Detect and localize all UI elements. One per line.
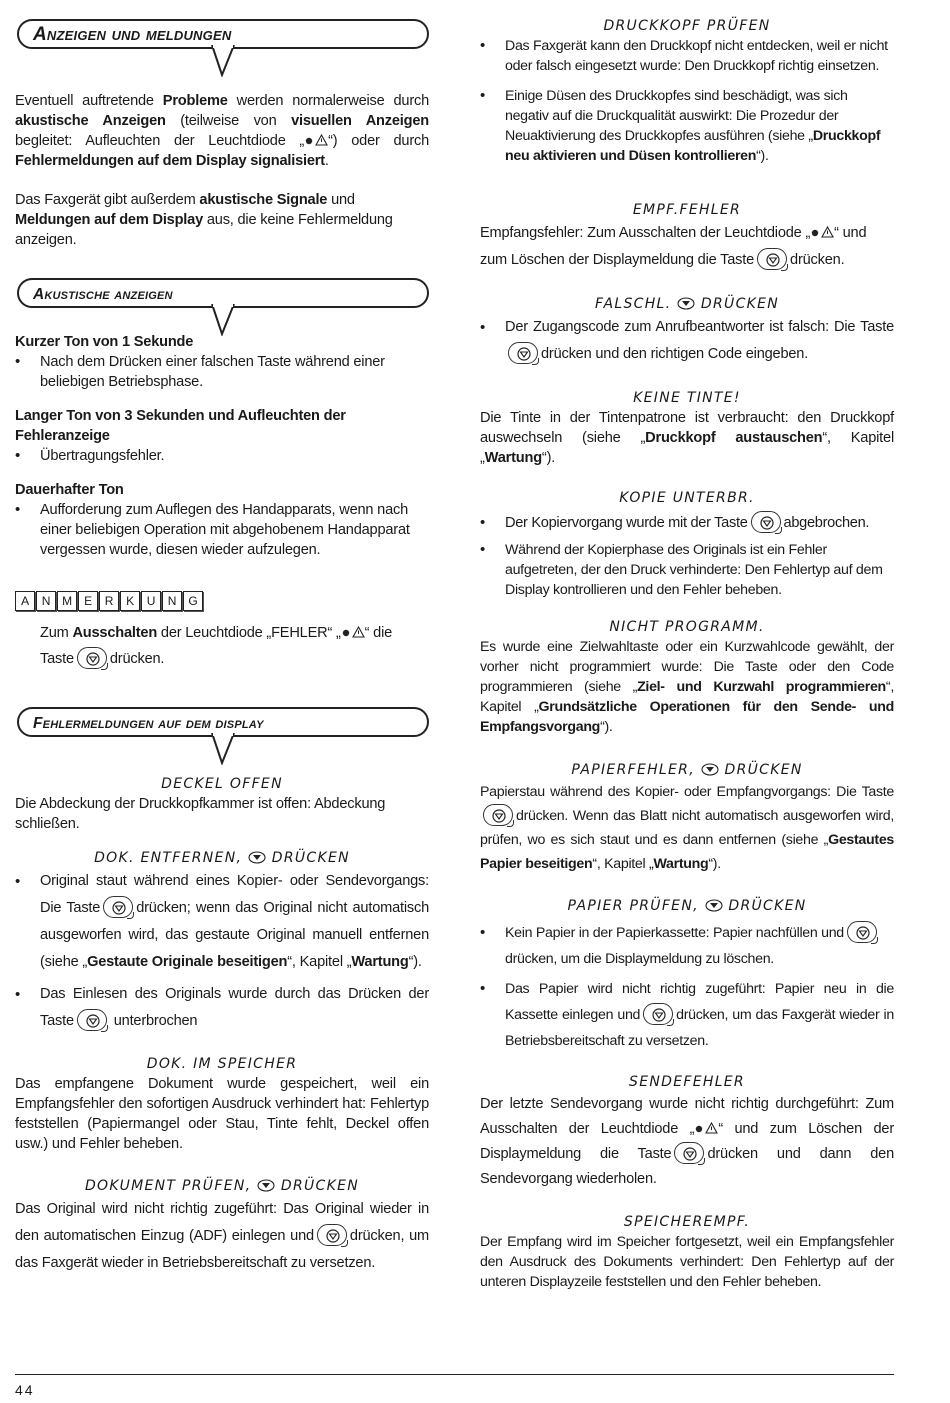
right-column — [480, 0, 894, 1292]
note-text: Zum Ausschalten der Leuchtdiode „FEHLER“ „ “ die Taste drücken. — [40, 625, 393, 667]
led-error-icon — [694, 1121, 718, 1135]
speicherempf-text: Der Empfang wird im Speicher fortgesetzt, weil ein Empfangsfehler den Ausdruck des Dokuments verhindert: Den Fehlertyp auf der unteren Displayzeile feststellen und den Fehler beheben. — [480, 1234, 894, 1290]
footer-divider — [15, 1374, 894, 1375]
list-item: • Das Papier wird nicht richtig zugeführt: Papier neu in die Kassette einlegen und drücken, um das Faxgerät wieder in Betriebsbereitschaft zu versetzen. — [480, 976, 894, 1054]
led-error-icon — [341, 625, 365, 639]
stop-symbol-icon — [677, 297, 695, 310]
stop-key-icon — [508, 342, 538, 364]
display-message-heading: KEINE TINTE! — [633, 390, 741, 406]
stop-key-icon — [643, 1003, 673, 1025]
stop-key-icon — [317, 1224, 347, 1246]
left-column — [15, 0, 429, 1277]
speech-tail-icon — [211, 304, 235, 336]
list-item: • Original staut während eines Kopier- oder Sendevorgangs: Die Taste drücken; wenn das Original nicht automatisch ausgeworfen wird, das gestaute Original manuell entfernen (siehe „Gestaute Originale beseitigen“, Kapitel „Wartung“). — [15, 868, 429, 976]
intro-paragraph: Eventuell auftretende Probleme werden normalerweise durch akustische Anzeigen (teilweise von visuellen Anzeigen begleitet: Aufleuchten der Leuchtdiode „ “) oder durch Fehlermeldungen auf dem Display signalisiert. — [15, 93, 430, 169]
note-label: A N M E R K U N G — [15, 591, 429, 611]
stop-key-icon — [77, 1009, 107, 1031]
stop-key-icon — [483, 804, 513, 826]
display-message-heading: PAPIERFEHLER, DRÜCKEN — [571, 762, 803, 778]
display-message-heading: DOK. IM SPEICHER — [146, 1056, 298, 1072]
speicher-text: Das empfangene Dokument wurde gespeichert, weil ein Empfangsfehler den sofortigen Ausdruck verhindert hat: Fehlertyp feststellen (Papiermangel oder Stau, Tinte fehlt, Deckel offen usw.) und Fehler beheben. — [15, 1076, 429, 1152]
continuous-tone-heading: Dauerhafter Ton — [15, 482, 124, 498]
list-item: • Der Zugangscode zum Anrufbeantworter ist falsch: Die Taste drücken und den richtigen Code eingeben. — [480, 314, 894, 368]
list-item: • Der Kopiervorgang wurde mit der Taste abgebrochen. — [480, 508, 894, 538]
long-tone-heading: Langer Ton von 3 Sekunden und Aufleuchten der Fehleranzeige — [15, 408, 346, 444]
display-message-heading: EMPF.FEHLER — [632, 202, 742, 218]
list-item: • Einige Düsen des Druckkopfes sind beschädigt, was sich negativ auf die Druckqualität auswirkt: Die Prozedur der Neuaktivierung des Druckkopfes ausführen (siehe „Druckkopf neu aktivieren und Düsen kontrollieren“). — [480, 86, 894, 166]
acoustic-signals-paragraph: Das Faxgerät gibt außerdem akustische Signale und Meldungen auf dem Display aus, die keine Fehlermeldung anzeigen. — [15, 192, 393, 248]
display-message-heading: PAPIER PRÜFEN, DRÜCKEN — [567, 898, 807, 914]
stop-key-icon — [751, 511, 781, 533]
speech-tail-icon — [211, 45, 235, 77]
page-number: 44 — [15, 1382, 35, 1398]
display-message-heading: KOPIE UNTERBR. — [619, 490, 755, 506]
section-header-anzeigen — [15, 19, 429, 75]
papierf-text: Papierstau während des Kopier- oder Empfangvorgangs: Die Taste drücken. Wenn das Blatt nicht automatisch ausgeworfen wird, prüfen, wo es sich staut und es dann entfernen (siehe „Gestautes Papier beseitigen“, Kapitel „Wartung“). — [480, 784, 894, 872]
list-item: • Das Einlesen des Originals wurde durch das Drücken der Taste unterbrochen — [15, 981, 429, 1035]
stop-symbol-icon — [257, 1179, 275, 1192]
display-message-heading: DOK. ENTFERNEN, DRÜCKEN — [94, 850, 350, 866]
list-item: • Während der Kopierphase des Originals ist ein Fehler aufgetreten, der den Druck verhinderte: Den Fehlertyp auf dem Display kontrollieren und den Fehler beheben. — [480, 540, 894, 600]
stop-symbol-icon — [248, 851, 266, 864]
speech-tail-icon — [211, 733, 235, 765]
section-header-akustische — [15, 278, 429, 334]
stop-symbol-icon — [705, 899, 723, 912]
section-title: Anzeigen und meldungen — [33, 24, 232, 45]
tinte-text: Die Tinte in der Tintenpatrone ist verbraucht: den Druckkopf auswechseln (siehe „Druckkopf austauschen“, Kapitel „Wartung“). — [480, 410, 894, 466]
stop-symbol-icon — [701, 763, 719, 776]
display-message-heading: FALSCHL. DRÜCKEN — [594, 296, 780, 312]
stop-key-icon — [77, 647, 107, 669]
short-tone-heading: Kurzer Ton von 1 Sekunde — [15, 334, 194, 350]
deckel-text: Die Abdeckung der Druckkopfkammer ist offen: Abdeckung schließen. — [15, 796, 386, 832]
display-message-heading: SPEICHEREMPF. — [623, 1214, 751, 1230]
list-item: • Kein Papier in der Papierkassette: Papier nachfüllen und drücken, um die Displaymeldung zu löschen. — [480, 920, 894, 972]
list-item: • Aufforderung zum Auflegen des Handapparats, wenn nach einer beliebigen Operation mit abgehobenem Handapparat vergessen wurde, diesen wieder aufzulegen. — [15, 500, 429, 560]
list-item: • Nach dem Drücken einer falschen Taste während einer beliebigen Betriebsphase. — [15, 352, 429, 392]
led-error-icon — [810, 225, 834, 239]
section-title: Fehlermeldungen auf dem display — [33, 715, 264, 732]
list-item: • Übertragungsfehler. — [15, 446, 429, 466]
led-error-icon — [304, 133, 328, 147]
section-header-fehlermeldungen — [15, 707, 429, 763]
display-message-heading: DOKUMENT PRÜFEN, DRÜCKEN — [84, 1178, 360, 1194]
empf-text: Empfangsfehler: Zum Ausschalten der Leuchtdiode „ “ und zum Löschen der Displaymeldung die Taste drücken. — [480, 225, 867, 268]
stop-key-icon — [847, 921, 877, 943]
sende-text: Der letzte Sendevorgang wurde nicht richtig durchgeführt: Zum Ausschalten der Leuchtdiode „ “ und zum Löschen der Displaymeldung die Taste drücken und dann den Sendevorgang wiederholen. — [480, 1096, 895, 1187]
section-title: Akustische anzeigen — [33, 286, 173, 303]
stop-key-icon — [103, 896, 133, 918]
pruefen-text: Das Original wird nicht richtig zugeführt: Das Original wieder in den automatischen Einzug (ADF) einlegen und drücken, um das Faxgerät wieder in Betriebsbereitschaft zu versetzen. — [15, 1201, 430, 1271]
display-message-heading: DECKEL OFFEN — [161, 776, 283, 792]
display-message-heading: NICHT PROGRAMM. — [609, 619, 765, 635]
display-message-heading: DRUCKKOPF PRÜFEN — [603, 18, 771, 34]
stop-key-icon — [674, 1142, 704, 1164]
nicht-text: Es wurde eine Zielwahltaste oder ein Kurzwahlcode gewählt, der vorher nicht programmiert wurde: Die Taste oder den Code programmieren (siehe „Ziel- und Kurzwahl programmieren“, Kapitel „Grundsätzliche Operationen für den Sende- und Empfangsvorgang“). — [480, 639, 894, 735]
list-item: • Das Faxgerät kann den Druckkopf nicht entdecken, weil er nicht oder falsch eingesetzt wurde: Den Druckkopf richtig einsetzen. — [480, 36, 894, 76]
display-message-heading: SENDEFEHLER — [629, 1074, 745, 1090]
stop-key-icon — [757, 248, 787, 270]
